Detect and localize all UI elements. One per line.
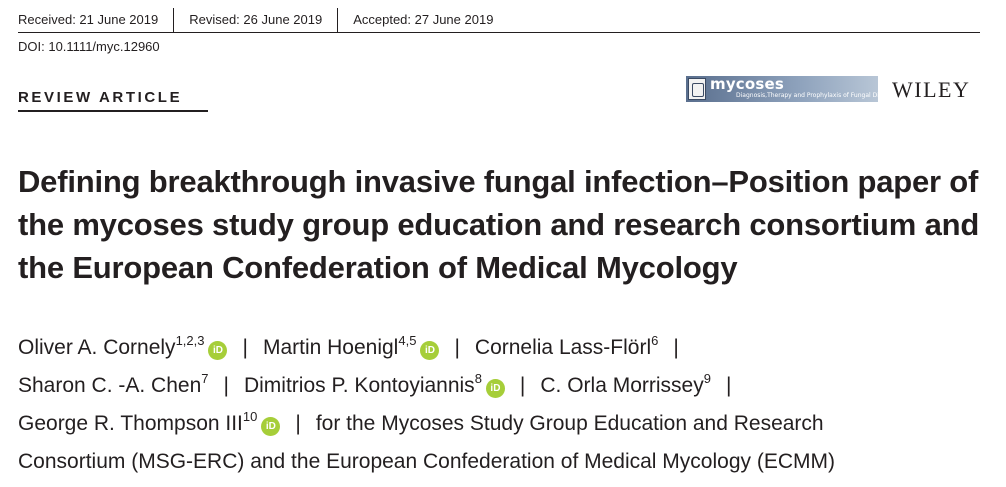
header-rule — [18, 32, 980, 33]
accepted-date: Accepted: 27 June 2019 — [353, 12, 494, 27]
author-affiliation: 9 — [703, 371, 711, 386]
author-name[interactable]: Martin Hoenigl — [262, 336, 399, 359]
author-affiliation: 6 — [651, 333, 659, 348]
author-line-2 — [18, 367, 993, 405]
author-list — [18, 329, 993, 481]
revised-date: Revised: 26 June 2019 — [189, 12, 323, 27]
author-line-4 — [18, 443, 993, 481]
author-name[interactable]: Cornelia Lass-Flörl — [474, 336, 652, 359]
orcid-icon[interactable]: iD — [420, 341, 439, 360]
author-separator: | — [725, 374, 732, 397]
author-affiliation: 7 — [201, 371, 209, 386]
journal-banner-logo — [686, 75, 900, 102]
journal-tagline: Diagnosis,Therapy and Prophylaxis of Fungal Diseases — [736, 92, 900, 99]
author-separator: | — [223, 374, 229, 397]
orcid-icon[interactable]: iD — [486, 379, 505, 398]
publisher-logo: WILEY — [892, 77, 971, 102]
author-name[interactable]: Oliver A. Cornely — [18, 336, 176, 359]
orcid-icon[interactable]: iD — [261, 417, 280, 436]
article-type-label: REVIEW ARTICLE — [18, 89, 183, 106]
received-date: Received: 21 June 2019 — [18, 12, 159, 27]
doi-link[interactable]: DOI: 10.1111/myc.12960 — [18, 39, 160, 54]
journal-name: mycoses — [710, 75, 785, 93]
journal-seal-icon — [688, 78, 706, 100]
author-line-1 — [18, 329, 993, 367]
article-type-underline — [18, 110, 208, 112]
author-name[interactable]: Dimitrios P. Kontoyiannis — [243, 374, 475, 397]
author-separator: | — [295, 412, 301, 435]
group-author-continued: Consortium (MSG-ERC) and the European Confederation of Medical Mycology (ECMM) — [18, 450, 835, 473]
author-separator: | — [242, 336, 248, 359]
publication-dates — [18, 8, 508, 32]
author-affiliation: 10 — [242, 409, 258, 424]
author-line-3 — [18, 405, 993, 443]
group-author: for the Mycoses Study Group Education and Research — [315, 412, 824, 435]
author-name[interactable]: George R. Thompson III — [18, 412, 243, 435]
author-affiliation: 4,5 — [398, 333, 417, 348]
author-separator: | — [454, 336, 460, 359]
author-separator: | — [673, 336, 679, 359]
author-separator: | — [519, 374, 526, 397]
author-name[interactable]: Sharon C. -A. Chen — [18, 374, 202, 397]
article-title: Defining breakthrough invasive fungal infection–Position paper of the mycoses study group education and research consortium and the European Confederation of Medical Mycology — [18, 164, 980, 285]
author-affiliation: 1,2,3 — [175, 333, 205, 348]
author-affiliation: 8 — [474, 371, 482, 386]
orcid-icon[interactable]: iD — [208, 341, 227, 360]
author-name[interactable]: C. Orla Morrissey — [540, 374, 704, 397]
